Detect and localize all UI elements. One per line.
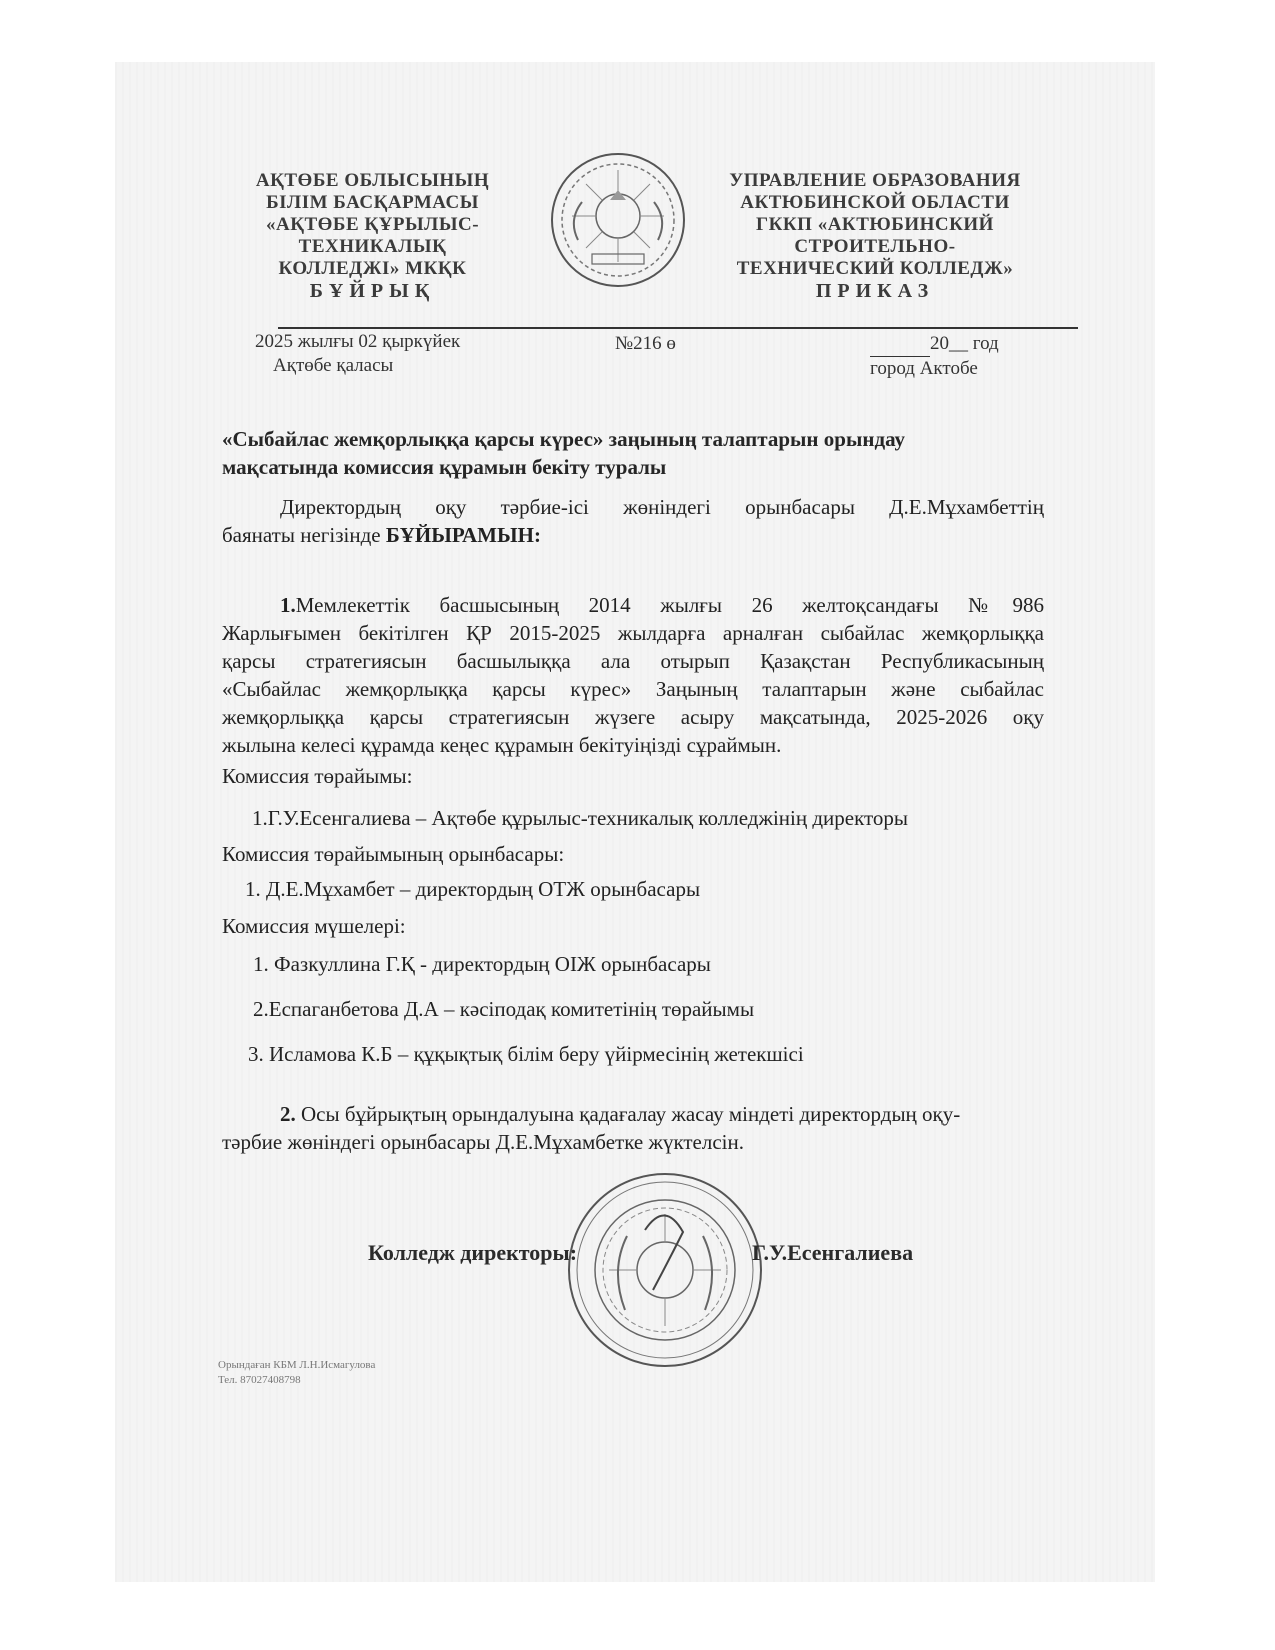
header-right [725, 170, 1025, 302]
intro-line: Директордың оқу тәрбие-ісі жөніндегі орынбасары Д.Е.Мұхамбеттің [280, 495, 1044, 519]
point-1-number: 1. [280, 593, 296, 617]
header-left-line: ТЕХНИКАЛЫҚ [298, 236, 447, 257]
header-left-line: АҚТӨБЕ ОБЛЫСЫНЫҢ [255, 170, 490, 191]
city-ru: город Актобе [870, 358, 978, 379]
point-1-text: Мемлекеттік басшысының 2014 жылғы 26 желтоқсандағы №986 [295, 593, 1044, 617]
meta-left [255, 330, 460, 378]
point-1-line [222, 591, 1044, 619]
header-right-line: УПРАВЛЕНИЕ ОБРАЗОВАНИЯ [729, 170, 1021, 191]
point-1-line: Жарлығымен бекітілген ҚР 2015-2025 жылдарға арналған сыбайлас жемқорлыққа [222, 621, 1044, 645]
date-kz: 2025 жылғы 02 қыркүйек [255, 331, 461, 352]
point-2-text: Осы бұйрықтың орындалуына қадағалау жасау міндеті директордың оқу- [301, 1102, 961, 1126]
member-1: 1. Фазкуллина Г.Қ - директордың ОІЖ орынбасары [253, 952, 711, 976]
point-1 [222, 591, 1044, 759]
footer [218, 1358, 375, 1388]
header-left-line: КОЛЛЕДЖІ» МКҚК [278, 258, 467, 279]
order-title-line: мақсатында комиссия құрамын бекіту туралы [222, 455, 667, 479]
date-ru [870, 332, 999, 357]
member-3: 3. Исламова К.Б – құқықтық білім беру үйірмесінің жетекшісі [248, 1042, 804, 1066]
point-2-line: тәрбие жөніндегі орынбасары Д.Е.Мұхамбетке жүктелсін. [222, 1130, 744, 1154]
footer-executor: Орындаған КБМ Л.Н.Исмагулова [218, 1359, 376, 1371]
point-2-line [222, 1100, 1062, 1128]
college-seal [565, 1170, 765, 1370]
header-left [250, 170, 495, 302]
signature-name: Г.У.Есенгалиева [752, 1240, 914, 1265]
point-1-line: «Сыбайлас жемқорлыққа қарсы күрес» Заңының талаптарын және сыбайлас [222, 677, 1044, 701]
date-blank [870, 332, 930, 357]
members-label: Комиссия мүшелері: [222, 914, 406, 938]
city-kz: Ақтөбе қаласы [273, 355, 394, 376]
header-right-line: ГККП «АКТЮБИНСКИЙ [756, 214, 994, 235]
intro-line-2 [222, 521, 1044, 549]
order-title [222, 425, 1022, 481]
intro-prefix: баянаты негізінде [222, 523, 381, 547]
signature-position: Колледж директоры: [368, 1240, 578, 1265]
header-right-line: АКТЮБИНСКОЙ ОБЛАСТИ [740, 192, 1010, 213]
chair: 1.Г.У.Есенгалиева – Ақтөбе құрылыс-техникалық колледжінің директоры [252, 806, 909, 830]
header-divider [278, 327, 1078, 329]
header-right-doc-type: ПРИКАЗ [815, 280, 935, 302]
chair-label: Комиссия төрайымы: [222, 764, 413, 788]
member-2: 2.Еспаганбетова Д.А – кәсіподақ комитетінің төрайымы [253, 997, 755, 1021]
deputy-label: Комиссия төрайымының орынбасары: [222, 842, 565, 866]
header-left-line: «АҚТӨБЕ ҚҰРЫЛЫС- [265, 214, 480, 235]
kazakhstan-emblem-icon [548, 150, 688, 290]
header-left-line: БІЛІМ БАСҚАРМАСЫ [266, 192, 479, 213]
point-1-line: жемқорлыққа қарсы стратегиясын жүзеге асыру мақсатында, 2025-2026 оқу [222, 705, 1044, 729]
deputy: 1. Д.Е.Мұхамбет – директордың ОТЖ орынбасары [245, 877, 701, 901]
footer-phone: Тел. 87027408798 [218, 1374, 301, 1386]
intro-decree: БҰЙЫРАМЫН: [385, 523, 541, 547]
order-title-line: «Сыбайлас жемқорлыққа қарсы күрес» заңының талаптарын орындау [222, 427, 906, 451]
point-2 [222, 1100, 1062, 1156]
order-number: №216 ө [615, 333, 676, 354]
header-right-line: СТРОИТЕЛЬНО- [794, 236, 956, 257]
header-left-doc-type: БҰЙРЫҚ [309, 280, 436, 302]
point-1-line: жылына келесі құрамда кеңес құрамын бекітуіңізді сұраймын. [222, 733, 782, 757]
point-2-number: 2. [280, 1102, 296, 1126]
intro-paragraph [222, 493, 1044, 549]
header-right-line: ТЕХНИЧЕСКИЙ КОЛЛЕДЖ» [736, 258, 1014, 279]
date-ru-year: 20__ год [930, 333, 999, 354]
point-1-line: қарсы стратегиясын басшылыққа ала отырып Қазақстан Республикасының [222, 649, 1044, 673]
meta-right [870, 332, 999, 381]
